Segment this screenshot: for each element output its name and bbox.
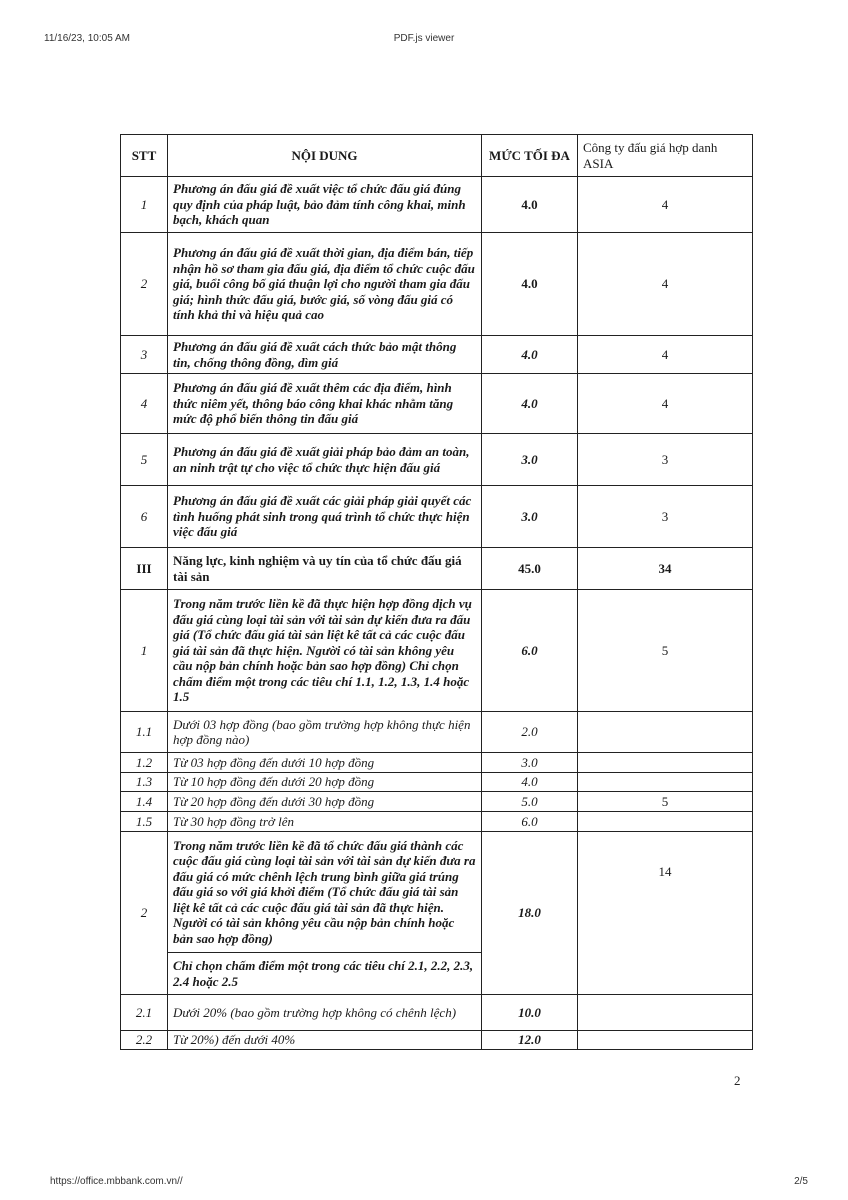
footer-url: https://office.mbbank.com.vn// bbox=[50, 1176, 183, 1187]
table-row bbox=[121, 995, 753, 1031]
row-score: 3 bbox=[578, 434, 753, 486]
row-max: 4.0 bbox=[482, 374, 578, 434]
row-content: Phương án đấu giá đề xuất giải pháp bảo đảm an toàn, an ninh trật tự cho việc tổ chức thực hiện đấu giá bbox=[168, 434, 482, 486]
row-max: 12.0 bbox=[482, 1031, 578, 1050]
row-max: 3.0 bbox=[482, 753, 578, 773]
row-max: 3.0 bbox=[482, 434, 578, 486]
row-score: 5 bbox=[578, 590, 753, 712]
row-stt: 3 bbox=[121, 336, 168, 374]
row-stt: 4 bbox=[121, 374, 168, 434]
row-max: 4.0 bbox=[482, 336, 578, 374]
row-score: 5 bbox=[578, 792, 753, 812]
header-stt: STT bbox=[121, 135, 168, 177]
row-score: 4 bbox=[578, 233, 753, 336]
table-row bbox=[121, 233, 753, 336]
row-content: Dưới 20% (bao gồm trường hợp không có chênh lệch) bbox=[168, 995, 482, 1031]
table-row bbox=[121, 486, 753, 548]
table-row bbox=[121, 177, 753, 233]
row-stt: 1.5 bbox=[121, 812, 168, 832]
row-content: Phương án đấu giá đề xuất cách thức bảo mật thông tin, chống thông đồng, dìm giá bbox=[168, 336, 482, 374]
row-content: Phương án đấu giá đề xuất thời gian, địa điểm bán, tiếp nhận hồ sơ tham gia đấu giá, địa điểm tổ chức cuộc đấu giá, buổi công bố giá thuận lợi cho người tham gia đấu giá; hình thức đấu giá, bước giá, số vòng đấu giá có tính khả thi và hiệu quả cao bbox=[168, 233, 482, 336]
row-max: 2.0 bbox=[482, 712, 578, 753]
row-score bbox=[578, 812, 753, 832]
row-stt: 2.1 bbox=[121, 995, 168, 1031]
row-stt: 1.3 bbox=[121, 773, 168, 792]
row-stt: 1.4 bbox=[121, 792, 168, 812]
table-row bbox=[121, 590, 753, 712]
table-row bbox=[121, 336, 753, 374]
row-content: Trong năm trước liền kề đã tổ chức đấu giá thành các cuộc đấu giá cùng loại tài sản với tài sản dự kiến đưa ra đấu giá có mức chênh lệch trung bình giữa giá trúng đấu giá so với giá khởi điểm (Tổ chức đấu giá tài sản liệt kê tất cả các cuộc đấu giá tài sản đã thực hiện. Người có tài sản không yêu cầu nộp bản chính hoặc bản sao hợp đồng) bbox=[168, 832, 482, 953]
row-stt: 1 bbox=[121, 590, 168, 712]
scoring-table bbox=[120, 134, 753, 1050]
row-content: Phương án đấu giá đề xuất thêm các địa điểm, hình thức niêm yết, thông báo công khai khác nhằm tăng mức độ phổ biến thông tin đấu giá bbox=[168, 374, 482, 434]
table-row bbox=[121, 812, 753, 832]
row-max: 6.0 bbox=[482, 590, 578, 712]
row-max: 18.0 bbox=[482, 832, 578, 995]
page-number: 2 bbox=[734, 1073, 741, 1088]
row-score: 3 bbox=[578, 486, 753, 548]
row-score: 34 bbox=[578, 548, 753, 590]
table-row bbox=[121, 1031, 753, 1050]
row-max: 6.0 bbox=[482, 812, 578, 832]
row-stt: 1.2 bbox=[121, 753, 168, 773]
header-company: Công ty đấu giá hợp danh ASIA bbox=[578, 135, 753, 177]
row-stt: 5 bbox=[121, 434, 168, 486]
row-score bbox=[578, 1031, 753, 1050]
row-score bbox=[578, 995, 753, 1031]
footer-page-count: 2/5 bbox=[794, 1176, 808, 1187]
row-stt: 1.1 bbox=[121, 712, 168, 753]
table-row bbox=[121, 712, 753, 753]
row-score bbox=[578, 712, 753, 753]
row-score bbox=[578, 753, 753, 773]
row-score: 14 bbox=[578, 832, 753, 995]
row-stt: 2 bbox=[121, 832, 168, 995]
print-datetime: 11/16/23, 10:05 AM bbox=[44, 33, 130, 44]
row-max: 4.0 bbox=[482, 773, 578, 792]
row-stt: 2.2 bbox=[121, 1031, 168, 1050]
row-score: 4 bbox=[578, 336, 753, 374]
table-row bbox=[121, 434, 753, 486]
table-row bbox=[121, 773, 753, 792]
row-content-note: Chỉ chọn chấm điểm một trong các tiêu chí 2.1, 2.2, 2.3, 2.4 hoặc 2.5 bbox=[168, 953, 482, 995]
row-stt: 2 bbox=[121, 233, 168, 336]
table-row bbox=[121, 792, 753, 812]
row-score bbox=[578, 773, 753, 792]
row-max: 3.0 bbox=[482, 486, 578, 548]
row-score: 4 bbox=[578, 177, 753, 233]
row-max: 4.0 bbox=[482, 233, 578, 336]
row-content: Trong năm trước liền kề đã thực hiện hợp đồng dịch vụ đấu giá cùng loại tài sản với tài sản dự kiến đưa ra đấu giá (Tổ chức đấu giá tài sản liệt kê tất cả các cuộc đấu giá tài sản đã thực hiện. Người có tài sản không yêu cầu nộp bản chính hoặc bản sao hợp đồng) Chỉ chọn chấm điểm một trong các tiêu chí 1.1, 1.2, 1.3, 1.4 hoặc 1.5 bbox=[168, 590, 482, 712]
row-content: Phương án đấu giá đề xuất các giải pháp giải quyết các tình huống phát sinh trong quá trình tổ chức thực hiện việc đấu giá bbox=[168, 486, 482, 548]
row-max: 4.0 bbox=[482, 177, 578, 233]
table-row bbox=[121, 753, 753, 773]
viewer-title: PDF.js viewer bbox=[393, 33, 455, 44]
row-stt: 6 bbox=[121, 486, 168, 548]
row-content: Từ 30 hợp đồng trở lên bbox=[168, 812, 482, 832]
row-stt: III bbox=[121, 548, 168, 590]
row-max: 5.0 bbox=[482, 792, 578, 812]
row-content: Năng lực, kinh nghiệm và uy tín của tổ chức đấu giá tài sản bbox=[168, 548, 482, 590]
table-row bbox=[121, 832, 753, 953]
row-max: 10.0 bbox=[482, 995, 578, 1031]
header-max: MỨC TỐI ĐA bbox=[482, 135, 578, 177]
row-content: Từ 20 hợp đồng đến dưới 30 hợp đồng bbox=[168, 792, 482, 812]
row-content: Phương án đấu giá đề xuất việc tổ chức đấu giá đúng quy định của pháp luật, bảo đảm tính công khai, minh bạch, khách quan bbox=[168, 177, 482, 233]
row-content: Từ 20%) đến dưới 40% bbox=[168, 1031, 482, 1050]
table-row-section bbox=[121, 548, 753, 590]
table-header-row bbox=[121, 135, 753, 177]
row-max: 45.0 bbox=[482, 548, 578, 590]
row-score: 4 bbox=[578, 374, 753, 434]
table-row bbox=[121, 374, 753, 434]
header-content: NỘI DUNG bbox=[168, 135, 482, 177]
row-stt: 1 bbox=[121, 177, 168, 233]
row-content: Từ 03 hợp đồng đến dưới 10 hợp đồng bbox=[168, 753, 482, 773]
row-content: Dưới 03 hợp đồng (bao gồm trường hợp không thực hiện hợp đồng nào) bbox=[168, 712, 482, 753]
row-content: Từ 10 hợp đồng đến dưới 20 hợp đồng bbox=[168, 773, 482, 792]
